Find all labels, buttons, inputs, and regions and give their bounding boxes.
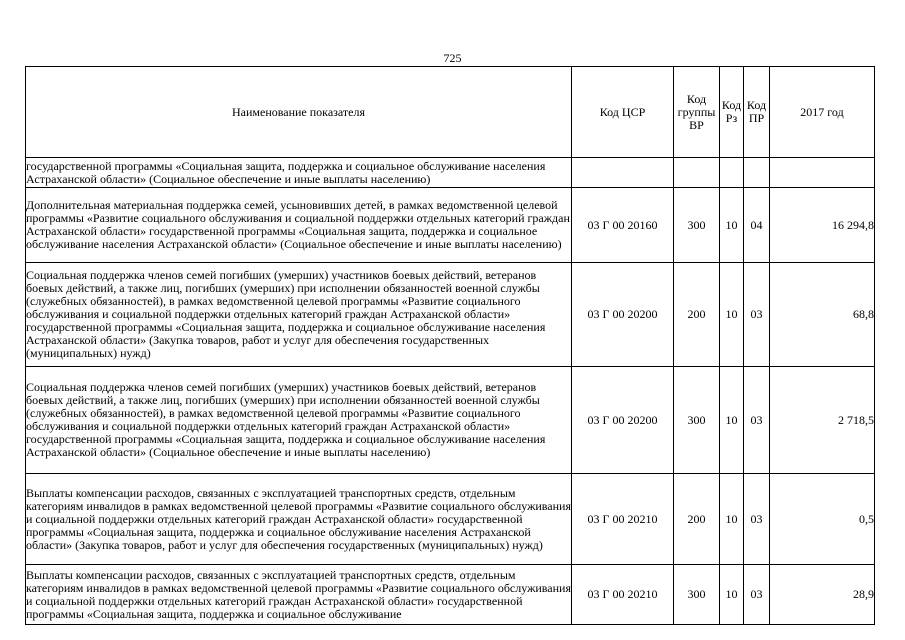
row-csr xyxy=(572,158,674,188)
row-amount: 68,8 xyxy=(770,263,875,367)
row-name: Социальная поддержка членов семей погибших (умерших) участников боевых действий, ветеранов боевых действий, а также лиц, погибших (умерших) при исполнении обязанностей военной службы (служебных обязанностей), в рамках ведомственной целевой программы «Развитие социального обслуживания и социальной поддержки отдельных категорий граждан Астраханской области» государственной программы «Социальная защита, поддержка и социальное обслуживание населения Астраханской области» (Социальное обеспечение и иные выплаты населению) xyxy=(26,367,572,474)
row-name: Выплаты компенсации расходов, связанных с эксплуатацией транспортных средств, отдельным категориям инвалидов в рамках ведомственной целевой программы «Развитие социального обслуживания и социальной поддержки отдельных категорий граждан Астраханской области» государственной программы «Социальная защита, поддержка и социальное обслуживание населения Астраханской области» (Закупка товаров, работ и услуг для обеспечения государственных (муниципальных) нужд) xyxy=(26,474,572,565)
row-vr xyxy=(674,158,720,188)
row-pr: 03 xyxy=(744,367,770,474)
table-row xyxy=(26,263,875,367)
row-rz: 10 xyxy=(720,565,744,625)
header-rz: Код Рз xyxy=(720,67,744,158)
row-csr: 03 Г 00 20210 xyxy=(572,474,674,565)
page-number: 725 xyxy=(443,51,462,65)
row-vr: 200 xyxy=(674,263,720,367)
row-pr: 03 xyxy=(744,565,770,625)
row-pr xyxy=(744,158,770,188)
row-amount: 0,5 xyxy=(770,474,875,565)
table-row xyxy=(26,367,875,474)
row-vr: 300 xyxy=(674,565,720,625)
row-pr: 03 xyxy=(744,474,770,565)
header-year: 2017 год xyxy=(770,67,875,158)
row-vr: 300 xyxy=(674,367,720,474)
row-pr: 03 xyxy=(744,263,770,367)
row-vr: 200 xyxy=(674,474,720,565)
table-row xyxy=(26,474,875,565)
row-name: Социальная поддержка членов семей погибших (умерших) участников боевых действий, ветеранов боевых действий, а также лиц, погибших (умерших) при исполнении обязанностей военной службы (служебных обязанностей), в рамках ведомственной целевой программы «Развитие социального обслуживания и социальной поддержки отдельных категорий граждан Астраханской области» государственной программы «Социальная защита, поддержка и социальное обслуживание населения Астраханской области» (Закупка товаров, работ и услуг для обеспечения государственных (муниципальных) нужд) xyxy=(26,263,572,367)
row-csr: 03 Г 00 20210 xyxy=(572,565,674,625)
row-vr: 300 xyxy=(674,188,720,263)
table-row xyxy=(26,188,875,263)
row-amount xyxy=(770,158,875,188)
header-vr: Код группы ВР xyxy=(674,67,720,158)
row-rz xyxy=(720,158,744,188)
row-name: Выплаты компенсации расходов, связанных с эксплуатацией транспортных средств, отдельным категориям инвалидов в рамках ведомственной целевой программы «Развитие социального обслуживания и социальной поддержки отдельных категорий граждан Астраханской области» государственной программы «Социальная защита, поддержка и социальное обслуживание xyxy=(26,565,572,625)
row-csr: 03 Г 00 20160 xyxy=(572,188,674,263)
row-rz: 10 xyxy=(720,263,744,367)
table-row xyxy=(26,158,875,188)
row-amount: 28,9 xyxy=(770,565,875,625)
row-amount: 16 294,8 xyxy=(770,188,875,263)
row-csr: 03 Г 00 20200 xyxy=(572,263,674,367)
row-rz: 10 xyxy=(720,188,744,263)
row-name: государственной программы «Социальная защита, поддержка и социальное обслуживание населения Астраханской области» (Социальное обеспечение и иные выплаты населению) xyxy=(26,158,572,188)
table-header-row xyxy=(26,67,875,158)
header-csr: Код ЦСР xyxy=(572,67,674,158)
row-name: Дополнительная материальная поддержка семей, усыновивших детей, в рамках ведомственной целевой программы «Развитие социального обслуживания и социальной поддержки отдельных категорий граждан Астраханской области» государственной программы «Социальная защита, поддержка и социальное обслуживание населения Астраханской области» (Социальное обеспечение и иные выплаты населению) xyxy=(26,188,572,263)
header-name: Наименование показателя xyxy=(26,67,572,158)
row-rz: 10 xyxy=(720,474,744,565)
row-amount: 2 718,5 xyxy=(770,367,875,474)
budget-table xyxy=(25,66,875,625)
row-csr: 03 Г 00 20200 xyxy=(572,367,674,474)
header-pr: Код ПР xyxy=(744,67,770,158)
row-rz: 10 xyxy=(720,367,744,474)
row-pr: 04 xyxy=(744,188,770,263)
table-row xyxy=(26,565,875,625)
